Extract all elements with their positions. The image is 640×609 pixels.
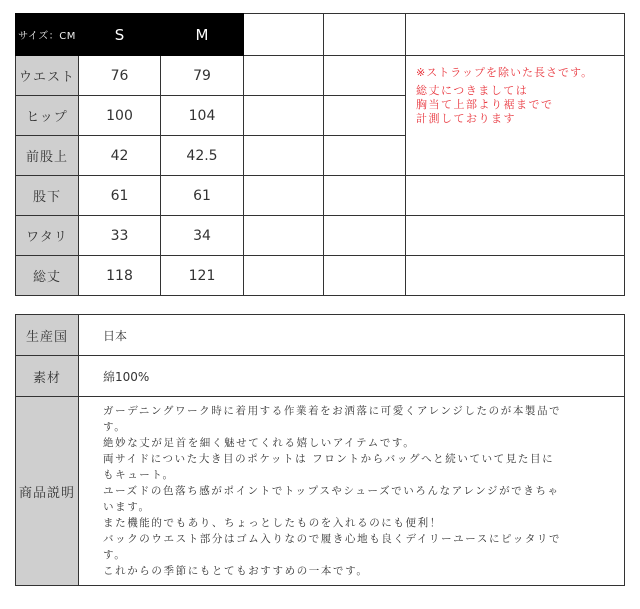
description-line: これからの季節にもとてもおすすめの一本です。 xyxy=(103,565,369,577)
empty-cell xyxy=(324,56,406,96)
empty-cell xyxy=(406,256,625,296)
product-description xyxy=(79,397,625,586)
size-s-value: 61 xyxy=(79,176,161,216)
size-s-value: 33 xyxy=(79,216,161,256)
country-label: 生産国 xyxy=(16,315,79,356)
empty-cell xyxy=(244,256,324,296)
size-s-header: S xyxy=(79,14,161,56)
table-row xyxy=(16,256,625,296)
empty-cell xyxy=(406,216,625,256)
description-line: バックのウエスト部分はゴム入りなので履き心地も良くデイリーユースにピッタリで xyxy=(103,533,562,545)
empty-header-cell xyxy=(324,14,406,56)
empty-cell xyxy=(244,56,324,96)
empty-cell xyxy=(324,136,406,176)
row-label: 股下 xyxy=(16,176,79,216)
size-s-value: 118 xyxy=(79,256,161,296)
table-row xyxy=(16,176,625,216)
length-note-line: 胸当て上部より裾までで xyxy=(416,98,554,111)
size-m-value: 61 xyxy=(161,176,244,216)
table-row xyxy=(16,356,625,397)
description-line: また機能的でもあり、ちょっとしたものを入れるのにも便利！ xyxy=(103,517,442,529)
description-line: ユーズドの色落ち感がポイントでトップスやシューズでいろんなアレンジができちゃ xyxy=(103,485,560,497)
size-header-row xyxy=(16,14,625,56)
row-label: 総丈 xyxy=(16,256,79,296)
size-m-header: M xyxy=(161,14,244,56)
empty-cell xyxy=(324,96,406,136)
material-label: 素材 xyxy=(16,356,79,397)
description-line: もキュート。 xyxy=(103,469,175,481)
empty-header-cell xyxy=(244,14,324,56)
empty-cell xyxy=(244,136,324,176)
description-line: す。 xyxy=(103,549,127,561)
empty-header-cell xyxy=(406,14,625,56)
empty-cell xyxy=(406,176,625,216)
description-label: 商品説明 xyxy=(16,397,79,586)
table-row xyxy=(16,397,625,586)
empty-cell xyxy=(324,256,406,296)
strap-note: ※ストラップを除いた長さです。 xyxy=(416,66,594,79)
description-line: 両サイドについた大き目のポケットは フロントからバッグへと続いていて見た目に xyxy=(103,453,555,465)
length-note-line: 総丈につきましては xyxy=(416,84,529,97)
empty-cell xyxy=(324,176,406,216)
size-s-value: 42 xyxy=(79,136,161,176)
empty-cell xyxy=(244,176,324,216)
row-label: 前股上 xyxy=(16,136,79,176)
size-m-value: 34 xyxy=(161,216,244,256)
table-row xyxy=(16,216,625,256)
row-label: ヒップ xyxy=(16,96,79,136)
description-line: ガーデニングワーク時に着用する作業着をお洒落に可愛くアレンジしたのが本製品で xyxy=(103,405,562,417)
size-m-value: 79 xyxy=(161,56,244,96)
row-label: ワタリ xyxy=(16,216,79,256)
description-line: います。 xyxy=(103,501,151,513)
material-value: 綿100% xyxy=(79,356,625,397)
table-row xyxy=(16,56,625,96)
description-line: す。 xyxy=(103,421,127,433)
row-label: ウエスト xyxy=(16,56,79,96)
measurement-note xyxy=(406,56,625,176)
size-s-value: 100 xyxy=(79,96,161,136)
size-chart-table xyxy=(15,13,625,296)
length-note-line: 計測しております xyxy=(416,112,516,125)
empty-cell xyxy=(324,216,406,256)
size-m-value: 121 xyxy=(161,256,244,296)
size-s-value: 76 xyxy=(79,56,161,96)
size-m-value: 42.5 xyxy=(161,136,244,176)
table-row xyxy=(16,315,625,356)
empty-cell xyxy=(244,96,324,136)
empty-cell xyxy=(244,216,324,256)
product-info-table xyxy=(15,314,625,586)
country-value: 日本 xyxy=(79,315,625,356)
length-note xyxy=(416,84,624,126)
description-line: 絶妙な丈が足首を細く魅せてくれる嬉しいアイテムです。 xyxy=(103,437,416,449)
size-unit-label: サイズ：CM xyxy=(16,14,79,56)
size-m-value: 104 xyxy=(161,96,244,136)
